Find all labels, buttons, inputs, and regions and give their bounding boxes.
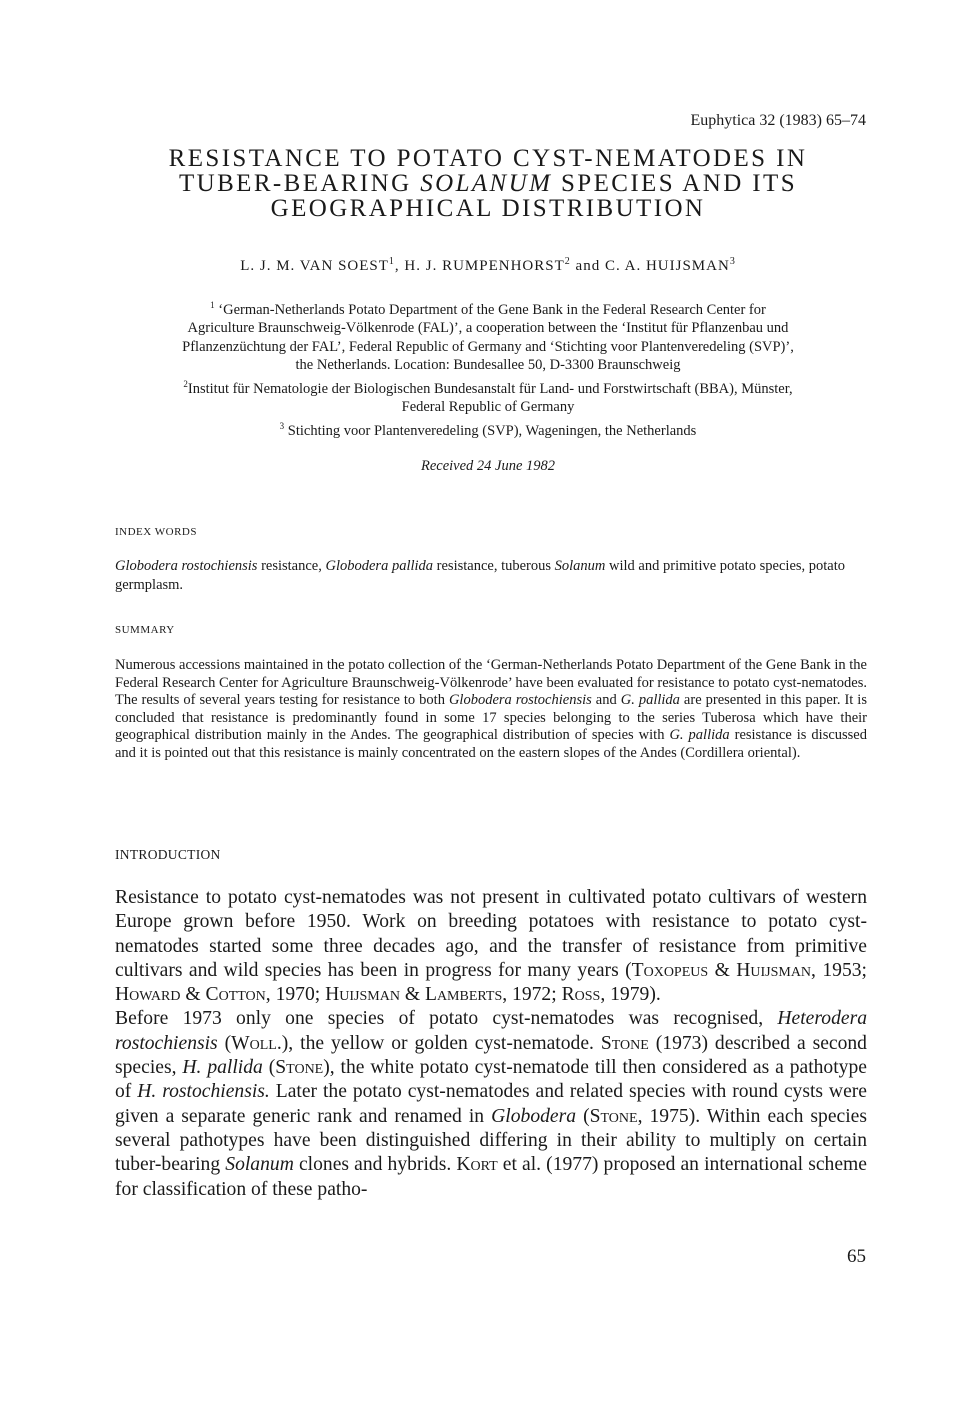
affiliation-line: the Netherlands. Location: Bundesallee 50, D-3300 Braunschweig — [295, 357, 681, 374]
author-name: H. J. RUMPENHORST — [404, 258, 565, 274]
paragraph: Resistance to potato cyst-nematodes was not present in cultivated potato cultivars of western Europe grown before 1950. Work on breeding potatoes with resistance to potato cyst-nematodes started some three decades ago, and the transfer of resistance from primitive cultivars and wild species has been in progress for many years (Toxopeus & Huijsman, 1953; Howard & Cotton, 1970; Huijsman & Lamberts, 1972; Ross, 1979). — [115, 887, 867, 1006]
summary-heading: SUMMARY — [115, 624, 175, 636]
affiliation-line: $^1$ ‘German-Netherlands Potato Department of the Gene Bank in the Federal Research Center for — [210, 300, 766, 318]
citation: Toxopeus & Huijsman — [631, 959, 812, 981]
paragraph: Before 1973 only one species of potato cyst-nematodes was recognised, Heterodera rostochiensis (Woll.), the yellow or golden cyst-nematode. Stone (1973) described a second species, H. pallida (Stone), the white potato cyst-nematode till then considered as a pathotype of H. rostochiensis. Later the potato cyst-nematodes and related species with round cysts were given a separate generic rank and renamed in Globodera (Stone, 1975). Within each species several pathotypes have been distinguished differing in their ability to multiply on certain tuber-bearing Solanum clones and hybrids. Kort et al. (1977) proposed an international scheme for classification of these patho- — [115, 1008, 867, 1200]
author-name: C. A. HUIJSMAN — [604, 258, 730, 274]
introduction-heading: INTRODUCTION — [115, 847, 221, 862]
author-affiliation-mark: 1 — [388, 256, 395, 267]
title-line-1: RESISTANCE TO POTATO CYST-NEMATODES IN — [168, 145, 808, 172]
received-date: Received 24 June 1982 — [420, 458, 556, 474]
journal-reference: Euphytica 32 (1983) 65–74 — [690, 112, 866, 129]
author-name: L. J. M. VAN SOEST — [240, 258, 389, 274]
citation: Howard & Cotton — [115, 984, 266, 1006]
citation: Kort — [456, 1154, 498, 1176]
author-affiliation-mark: 2 — [564, 256, 571, 267]
citation: Stone — [275, 1057, 324, 1079]
affiliation-line: Agriculture Braunschweig-Völkenrode (FAL)’, a cooperation between the ‘Institut für Pflanzenbau und — [187, 320, 789, 337]
citation: Ross — [561, 984, 601, 1006]
introduction-body — [115, 886, 867, 1202]
article-title — [100, 146, 876, 221]
affiliation-line: $^3$ Stichting voor Plantenveredeling (SVP), Wageningen, the Netherlands — [279, 420, 697, 439]
citation: Stone — [600, 1032, 649, 1054]
affiliation-line: Pflanzenzüchtung der FAL’, Federal Republic of Germany and ‘Stichting voor Plantenveredeling (SVP)’, — [182, 338, 794, 355]
author-list: L. J. M. VAN SOEST$^1$, H. J. RUMPENHORST$^2$ and C. A. HUIJSMAN$^3$ — [240, 256, 736, 274]
citation: Stone — [589, 1105, 638, 1127]
affiliations — [100, 296, 876, 440]
affiliation-line: $^2$Institut für Nematologie der Biologischen Bundesanstalt für Land- und Forstwirtschaft (BBA), Münster, — [183, 378, 793, 397]
author-affiliation-mark: 3 — [729, 256, 736, 267]
affiliation-line: Federal Republic of Germany — [401, 399, 575, 416]
title-line-2: TUBER-BEARING SOLANUM SPECIES AND ITS — [178, 170, 797, 197]
index-words-heading: INDEX WORDS — [115, 526, 197, 538]
summary-text: Numerous accessions maintained in the potato collection of the ‘German-Netherlands Potato Department of the Gene Bank in the Federal Research Center for Agriculture Braunschweig-Völkenrode’ have been evaluated for resistance to potato cyst-nematodes. The results of several years testing for resistance to both Globodera rostochiensis and G. pallida are presented in this paper. It is concluded that resistance is predominantly found in some 17 species belonging to the series Tuberosa which have their geographical distribution mainly in the Andes. The geographical distribution of species with G. pallida resistance is discussed and it is pointed out that this resistance is mainly concentrated on the eastern slopes of the Andes (Cordillera oriental). — [115, 657, 867, 761]
citation: Huijsman & Lamberts — [325, 984, 503, 1006]
title-genus: SOLANUM — [420, 170, 553, 197]
citation: Woll. — [231, 1032, 282, 1054]
index-words: Globodera rostochiensis resistance, Globodera pallida resistance, tuberous Solanum wild and primitive potato species, potato germplasm. — [115, 558, 846, 593]
page-number: 65 — [847, 1246, 866, 1267]
title-line-3: GEOGRAPHICAL DISTRIBUTION — [270, 195, 706, 222]
